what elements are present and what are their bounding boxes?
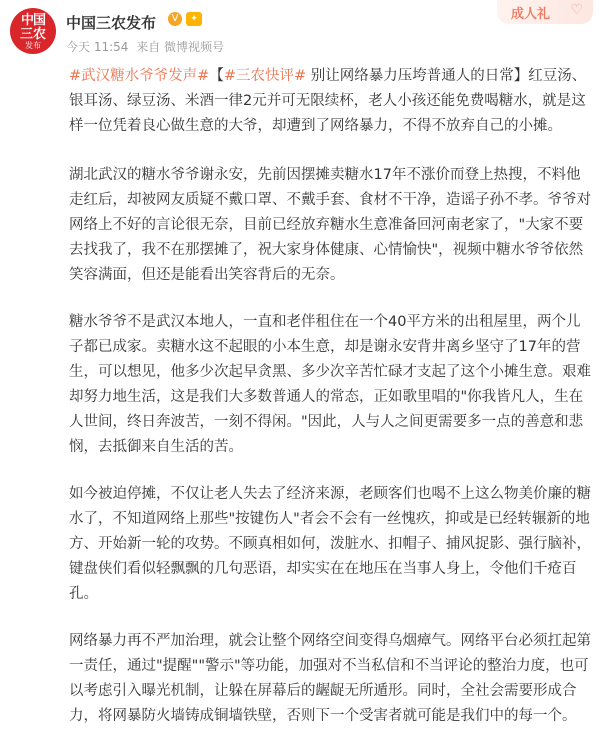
member-level-icon[interactable]: ✦ xyxy=(186,12,202,26)
hashtag-link-1[interactable]: #武汉糖水爷爷发声# xyxy=(69,68,210,84)
paragraph-3: 如今被迫停摊，不仅让老人失去了经济来源，老顾客们也喝不上这么物美价廉的糖水了，不知道网络上那些"按键伤人"者会不会有一丝愧疚，抑或是已经转辗新的地方、开始新一轮的攻势。不顾真相如何，泼脏水、扣帽子、捕风捉影、强行脑补，键盘侠们看似轻飘飘的几句恶语，却实实在在地压在当事人身上，令他们千疮百孔。 xyxy=(69,486,591,602)
post-lead xyxy=(69,64,593,139)
lead-text: 别让网络暴力压垮普通人的日常】红豆汤、银耳汤、绿豆汤、米酒一律2元并可无限续杯，老人小孩还能免费喝糖水，就是这样一位凭着良心做生意的大爷，却遭到了网络暴力，不得不放弃自己的小摊。 xyxy=(69,68,587,134)
lead-bracket: 【 xyxy=(209,68,224,84)
campaign-badge[interactable] xyxy=(497,0,593,24)
paragraph-4: 网络暴力再不严加治理，就会让整个网络空间变得乌烟瘴气。网络平台必须扛起第一责任，通过"提醒""警示"等功能，加强对不当私信和不当评论的整治力度，也可以考虑引入曝光机制，让躲在屏幕后的龌龊无所遁形。同时，全社会需要形成合力，将网暴防火墙铸成铜墙铁壁，否则下一个受害者就可能是我们中的每一个。 xyxy=(69,633,591,724)
verified-v-icon: V xyxy=(168,12,182,26)
post-meta xyxy=(66,38,228,55)
avatar-text-line2: 三农 xyxy=(19,27,46,42)
post-content xyxy=(69,64,593,751)
avatar[interactable] xyxy=(10,8,56,54)
avatar-text-line3: 发布 xyxy=(25,41,41,50)
avatar-text-line1: 中国 xyxy=(20,13,45,28)
badge-text: 成人礼 xyxy=(511,7,551,22)
post-time: 今天 11:54 xyxy=(66,40,129,54)
hashtag-link-2[interactable]: #三农快评# xyxy=(223,68,307,84)
post-header xyxy=(0,0,600,62)
paragraph-1: 湖北武汉的糖水爷爷谢永安，先前因摆摊卖糖水17年不涨价而登上热搜，不料他走红后，却被网友质疑不戴口罩、不戴手套、食材不干净，造谣子孙不孝。爷爷对网络上不好的言论很无奈，目前已经放弃糖水生意准备回河南老家了，"大家不要去找我了，我不在那摆摊了，祝大家身体健康、心情愉快"，视频中糖水爷爷依然笑容满面，但还是能看出笑容背后的无奈。 xyxy=(69,167,591,283)
author-name[interactable]: 中国三农发布 xyxy=(66,14,157,32)
post-source[interactable]: 来自 微博视频号 xyxy=(136,40,225,54)
balloon-icon: ♡ xyxy=(570,2,583,18)
paragraph-2: 糖水爷爷不是武汉本地人，一直和老伴租住在一个40平方米的出租屋里，两个儿子都已成家。卖糖水这不起眼的小本生意，却是谢永安背井离乡坚守了17年的营生，可以想见，他多少次起早贪黑、多少次辛苦忙碌才支起了这个小摊生意。艰难却努力地生活，这是我们大多数普通人的常态，正如歌里唱的"你我皆凡人，生在人世间，终日奔波苦，一刻不得闲。"因此，人与人之间更需要多一点的善意和悲悯，去抵御来自生活的苦。 xyxy=(69,314,591,455)
